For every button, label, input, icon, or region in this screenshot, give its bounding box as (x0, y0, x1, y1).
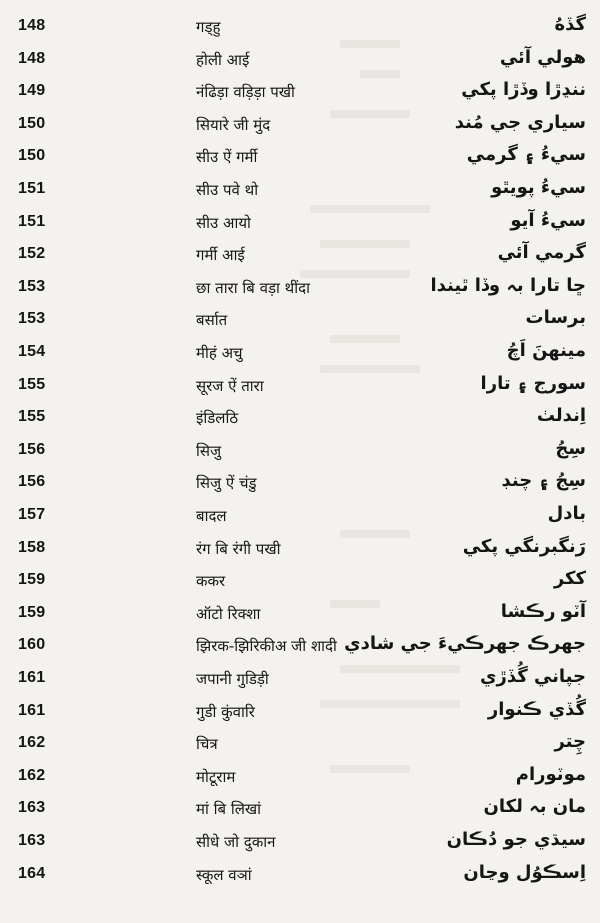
hindi-title: बादल (196, 507, 227, 525)
page-number: 156 (18, 440, 46, 458)
sindhi-title: گُڏي ڪنوار (487, 698, 586, 720)
index-row (0, 666, 600, 698)
hindi-title: सीधे जो दुकान (196, 833, 276, 851)
page-number: 160 (18, 636, 46, 654)
sindhi-title: اِسڪوُل وڃان (463, 861, 586, 883)
sindhi-title: سورج ۽ تارا (480, 372, 586, 394)
index-row (0, 764, 600, 796)
sindhi-title: رَنگبرنگي پکي (462, 535, 586, 557)
hindi-title: रंग बि रंगी पखी (196, 539, 281, 558)
index-row (0, 601, 600, 633)
page-number: 152 (18, 245, 46, 263)
hindi-title: गुडी कुंवारि (196, 702, 255, 721)
page-number: 151 (18, 180, 46, 197)
hindi-title: सीउ पवे थो (196, 181, 259, 199)
index-row (0, 47, 600, 79)
index-row (0, 568, 600, 600)
sindhi-title: گڏهُ (554, 14, 586, 35)
index-row (0, 275, 600, 307)
page-number: 148 (18, 49, 46, 67)
index-row (0, 829, 600, 861)
page-number: 159 (18, 603, 46, 621)
page-number: 157 (18, 506, 46, 523)
sindhi-title: مينهنَ اَچُ (506, 340, 586, 361)
sindhi-title: برسات (525, 307, 586, 329)
hindi-title: स्कूल वञां (196, 865, 252, 884)
sindhi-title: سيڌي جو دُڪان (446, 829, 586, 850)
sindhi-title: ننڍڙا وڏڙا پکي (461, 79, 586, 101)
page-number: 156 (18, 473, 46, 491)
index-row (0, 112, 600, 144)
sindhi-title: جهرڪ جهرڪيءَ جي شادي (344, 633, 586, 655)
index-row (0, 699, 600, 731)
index-row (0, 242, 600, 274)
index-row (0, 79, 600, 111)
index-row (0, 210, 600, 242)
index-row (0, 503, 600, 535)
hindi-title: मीहं अचु (196, 344, 243, 362)
page-number: 148 (18, 17, 46, 34)
index-row (0, 373, 600, 405)
page-number: 159 (18, 571, 46, 589)
sindhi-title: سِجُ ۽ چنڊ (501, 470, 586, 492)
hindi-title: ऑटो रिक्शा (196, 604, 261, 623)
sindhi-title: ڇا تارا بہ وڏا ٿيندا (430, 274, 586, 296)
hindi-title: मोटूराम (196, 767, 236, 786)
sindhi-title: سياري جي مُند (454, 111, 586, 133)
sindhi-title: مان بہ لکان (483, 796, 586, 818)
index-row (0, 438, 600, 470)
page-number: 153 (18, 277, 46, 295)
sindhi-title: موٽورام (515, 763, 586, 785)
hindi-title: मां बि लिखां (196, 800, 262, 819)
page-number: 151 (18, 212, 46, 230)
page-number: 150 (18, 147, 46, 165)
index-row (0, 177, 600, 209)
page-number: 162 (18, 766, 46, 784)
hindi-title: सीउ आयो (196, 213, 251, 232)
sindhi-title: سيءُ پويٿو (491, 177, 586, 198)
hindi-title: गर्मी आई (196, 246, 245, 265)
page-number: 154 (18, 343, 46, 360)
index-row (0, 14, 600, 46)
index-row (0, 307, 600, 339)
page-number: 158 (18, 538, 46, 556)
sindhi-title: آٽو رڪشا (500, 600, 586, 622)
index-row (0, 340, 600, 372)
sindhi-title: سيءُ آيو (510, 209, 586, 231)
index-row (0, 405, 600, 437)
page-number: 164 (18, 864, 46, 882)
hindi-title: होली आई (196, 50, 250, 69)
hindi-title: सियारे जी मुंद (196, 115, 271, 134)
hindi-title: नंढिड़ा वड़िड़ा पखी (196, 83, 295, 102)
index-row (0, 633, 600, 665)
hindi-title: झिरक-झिरिकीअ जी शादी (196, 637, 337, 656)
page-number: 161 (18, 701, 46, 719)
sindhi-title: اِندلٺ (536, 405, 586, 427)
page-number: 155 (18, 408, 46, 426)
index-row (0, 470, 600, 502)
hindi-title: गड्हु (196, 18, 221, 36)
index-row (0, 862, 600, 894)
page-number: 163 (18, 832, 46, 849)
hindi-title: ककर (196, 572, 226, 591)
sindhi-title: چِتر (554, 731, 586, 753)
page-number: 155 (18, 375, 46, 393)
sindhi-title: گرمي آئي (497, 242, 586, 264)
sindhi-title: سِجُ (555, 437, 586, 459)
hindi-title: छा तारा बि वड़ा थींदा (196, 278, 310, 297)
sindhi-title: جپاني گُڏڙي (479, 666, 586, 687)
hindi-title: चित्र (196, 735, 218, 754)
page-number: 162 (18, 734, 46, 752)
index-row (0, 536, 600, 568)
hindi-title: जपानी गुडिड़ी (196, 670, 269, 688)
index-row (0, 731, 600, 763)
page-number: 163 (18, 799, 46, 817)
hindi-title: सिजु (196, 441, 222, 460)
hindi-title: सूरज ऐं तारा (196, 376, 264, 395)
index-row (0, 796, 600, 828)
hindi-title: इंडिलठि (196, 409, 239, 428)
sindhi-title: ککر (553, 568, 586, 590)
page-number: 149 (18, 82, 46, 100)
sindhi-title: بادل (547, 503, 586, 524)
page-number: 161 (18, 669, 46, 686)
page-number: 153 (18, 310, 46, 328)
sindhi-title: سيءُ ۽ گرمي (466, 144, 586, 166)
hindi-title: बर्सात (196, 311, 228, 330)
hindi-title: सिजु ऐं चंडु (196, 474, 257, 493)
hindi-title: सीउ ऐं गर्मी (196, 148, 258, 167)
page-number: 150 (18, 114, 46, 132)
sindhi-title: هولي آئي (499, 46, 586, 68)
index-row (0, 144, 600, 176)
